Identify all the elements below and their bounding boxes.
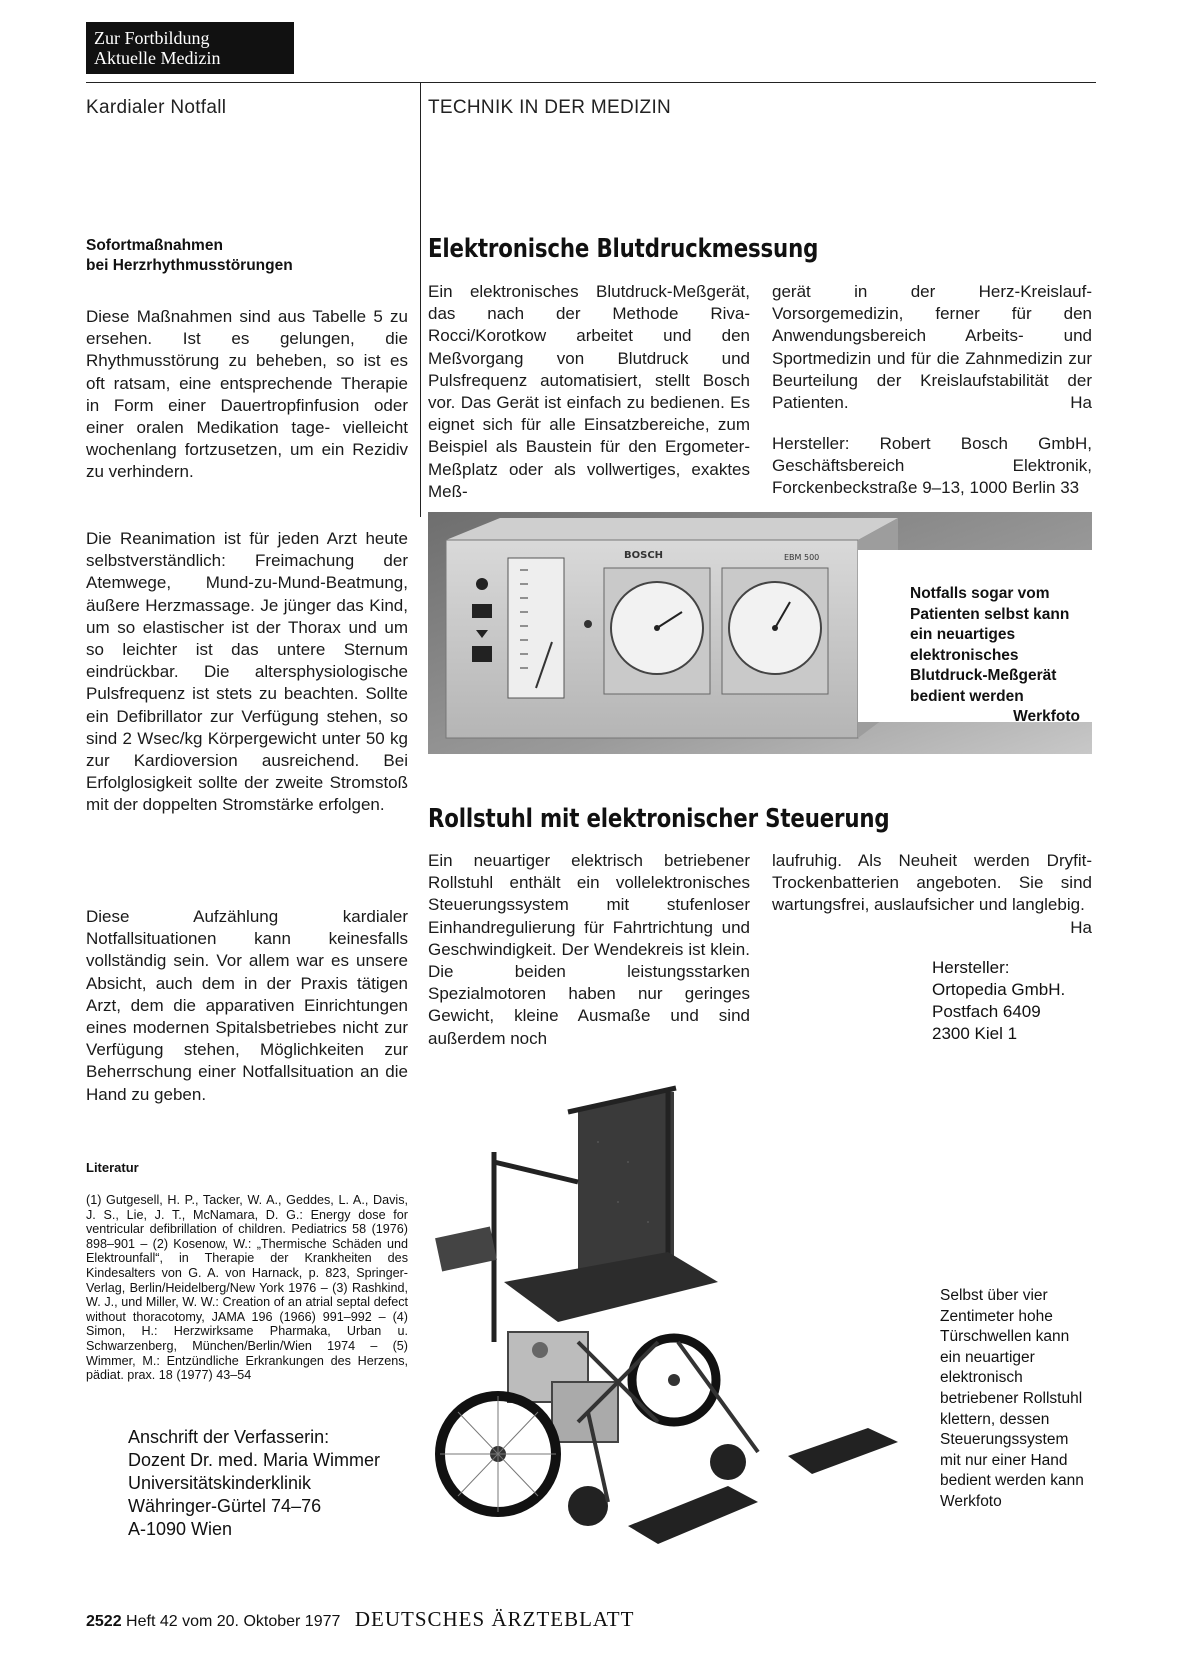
article-1-manufacturer: Hersteller: Robert Bosch GmbH, Geschäftsbereich Elektronik, Forckenbeckstraße 9–13, 1000 Berlin 33 <box>772 434 1092 498</box>
wheelchair-photo-caption <box>940 1286 1090 1513</box>
manufacturer-line: Ortopedia GmbH. <box>932 980 1066 999</box>
page-footer <box>86 1607 634 1632</box>
wheelchair-caption-text: Selbst über vier Zentimeter hohe Türschwellen kann ein neuartiger elektronisch betriebener Rollstuhl klettern, dessen Steuerungssystem mit nur einer Hand bedient werden kann <box>940 1287 1084 1490</box>
address-line: Anschrift der Verfasserin: <box>128 1427 330 1447</box>
address-line: A-1090 Wien <box>128 1519 233 1539</box>
article-2-signature: Ha <box>1070 917 1092 937</box>
article-2-column-2-text: laufruhig. Als Neuheit werden Dryfit-Trockenbatterien angeboten. Sie sind wartungsfrei, auslaufsicher und langlebig. <box>772 851 1092 915</box>
manufacturer-line: Hersteller: <box>932 958 1010 977</box>
article-1-column-1: Ein elektronisches Blutdruck-Meßgerät, das nach der Methode Riva-Rocci/Korotkow arbeitet und den Meßvorgang von Blutdruck und Pulsfrequenz automatisiert, stellt Bosch vor. Das Gerät ist einfach zu bedienen. Es eignet sich für alle Einsatzbereiche, zum Beispiel als Baustein für den Ergometer-Meßplatz oder als vollwertiges, exaktes Meß- <box>428 282 750 501</box>
article-1-signature: Ha <box>1070 393 1092 413</box>
left-heading-line-2: bei Herzrhythmusstörungen <box>86 257 293 274</box>
address-line: Dozent Dr. med. Maria Wimmer <box>128 1450 381 1470</box>
page-number: 2522 <box>86 1613 122 1630</box>
banner-line-1: Zur Fortbildung <box>94 28 210 48</box>
address-line: Universitätskinderklinik <box>128 1473 312 1493</box>
article-2-headline: Rollstuhl mit elektronischer Steuerung <box>428 804 890 834</box>
wheelchair-caption-credit: Werkfoto <box>940 1492 1002 1510</box>
left-paragraph-3: Diese Aufzählung kardialer Notfallsituationen kann keinesfalls vollständig sein. Vor allem war es unsere Absicht, auch dem in der Praxis tätigen Arzt, dem die apparativen Einrichtungen eines modernen Spitalsbetriebes nicht zur Verfügung stehen, Möglichkeiten zur Beherrschung einer Notfallsituation an die Hand zu geben. <box>86 907 408 1104</box>
issue-info: Heft 42 vom 20. Oktober 1977 <box>126 1613 341 1630</box>
section-banner <box>86 22 294 74</box>
left-paragraph-1: Diese Maßnahmen sind aus Tabelle 5 zu ersehen. Ist es gelungen, die Rhythmusstörung zu beheben, so ist es oft ratsam, eine entsprechende Therapie in Form einer Dauertropfinfusion oder einer oralen Medikation tage- vielleicht wochenlang fortzusetzen, um ein Rezidiv zu verhindern. <box>86 307 408 482</box>
device-caption-text: Notfalls sogar vom Patienten selbst kann ein neuartiges elektronisches Blutdruck-Meßgerät bedient werden <box>910 585 1070 705</box>
journal-name: DEUTSCHES ÄRZTEBLATT <box>354 1607 635 1631</box>
device-photo-caption <box>910 584 1080 728</box>
manufacturer-line: 2300 Kiel 1 <box>932 1024 1018 1043</box>
left-paragraph-2: Die Reanimation ist für jeden Arzt heute selbstverständlich: Freimachung der Atemwege, Mund-zu-Mund-Beatmung, äußere Herzmassage. Je jünger das Kind, um so elastischer ist der Thorax und um so leichter ist das untere Sternum eindrückbar. Die altersphysiologische Pulsfrequenz ist stets zu beachten. Sollte ein Defibrillator zur Verfügung stehen, so sind 2 Wsec/kg Körpergewicht unter 50 kg zur Kardioversion ausreichend. Bei Erfolglosigkeit sollte der zweite Stromstoß mit der doppelten Stromstärke erfolgen. <box>86 529 408 815</box>
device-model-label: EBM 500 <box>784 553 820 562</box>
address-line: Währinger-Gürtel 74–76 <box>128 1496 322 1516</box>
manufacturer-line: Postfach 6409 <box>932 1002 1041 1021</box>
left-heading-line-1: Sofortmaßnahmen <box>86 237 223 254</box>
literature-list: (1) Gutgesell, H. P., Tacker, W. A., Geddes, L. A., Davis, J. S., Lie, J. T., McNamara, D. G.: Energy dose for ventricular defibrillation of children. Pediatrics 58 (1976) 898–901 – (2) Kosenow, W.: „Thermische Schäden und Elektrounfall“, in Therapie der Krankheiten des Kindesalters von G. A. von Harnack, p. 823, Springer-Verlag, Berlin/Heidelberg/New York 1976 – (3) Rashkind, W. J., und Miller, W. W.: Creation of an atrial septal defect without thoracotomy, JAMA 196 (1966) 991–992 – (4) Simon, H.: Herzwirksame Pharmaka, Urban u. Schwarzenberg, München/Berlin/Wien 1974 – (5) Wimmer, M.: Entzündliche Erkrankungen des Herzens, pädiat. prax. 18 (1977) 43–54 <box>86 1193 408 1383</box>
wheelchair-photo <box>428 1082 912 1582</box>
column-divider <box>420 82 421 517</box>
article-1-column-2 <box>772 281 1092 414</box>
top-rule <box>86 82 1096 83</box>
article-2-manufacturer <box>932 957 1065 1045</box>
banner-line-2: Aktuelle Medizin <box>94 48 221 68</box>
article-1-headline: Elektronische Blutdruckmessung <box>428 234 819 264</box>
device-brand-label: BOSCH <box>624 550 664 561</box>
article-2-column-1: Ein neuartiger elektrisch betriebener Rollstuhl enthält ein vollelektronisches Steuerungssystem mit stufenloser Einhandregulierung für Fahrtrichtung und Geschwindigkeit. Der Wendekreis ist klein. Die beiden leistungsstarken Spezialmotoren haben nur geringes Gewicht, kleine Ausmaße und sind außerdem noch <box>428 851 750 1048</box>
left-heading <box>86 236 406 276</box>
section-title-left: Kardialer Notfall <box>86 97 227 118</box>
device-caption-credit: Werkfoto <box>1013 708 1080 725</box>
section-title-right: TECHNIK IN DER MEDIZIN <box>428 97 672 118</box>
article-1-column-2-text: gerät in der Herz-Kreislauf-Vorsorgemedizin, ferner für den Anwendungsbereich Arbeits- und Sportmedizin und für die Zahnmedizin zur Beurteilung der Kreislaufstabilität der Patienten. <box>772 282 1092 413</box>
article-2-column-2 <box>772 850 1092 939</box>
author-address <box>128 1426 380 1541</box>
literature-heading: Literatur <box>86 1160 139 1175</box>
